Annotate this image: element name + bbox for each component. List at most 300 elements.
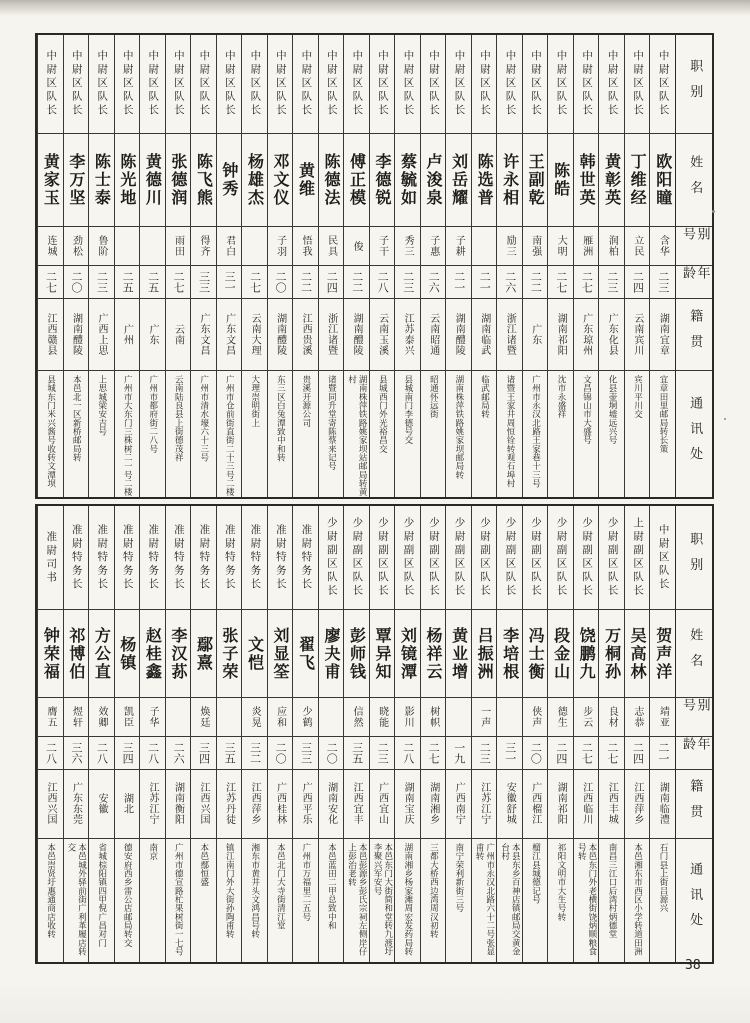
header-rank-label: 职别: [687, 58, 703, 110]
header-address-label: 通讯处: [687, 862, 703, 939]
person-alias-text: 影川: [402, 706, 414, 728]
person-name: [191, 610, 216, 698]
person-rank-text: 中尉区队长: [325, 50, 338, 118]
person-rank: [64, 35, 89, 134]
person-alias: [650, 227, 675, 266]
person-name-text: 陈光地: [117, 153, 137, 207]
person-age-text: 二二: [350, 271, 364, 293]
person-address: [242, 839, 267, 962]
person-age: [344, 266, 369, 299]
person-column: [624, 506, 650, 962]
person-address-text: 沈市永盛祥: [555, 375, 566, 419]
person-rank: [497, 506, 522, 610]
person-alias-text: 煜轩: [70, 706, 82, 728]
person-native-text: 广东琼州: [580, 312, 592, 357]
person-rank: [268, 35, 293, 134]
person-alias: [370, 227, 395, 266]
person-alias-text: 立民: [631, 235, 643, 257]
person-address-text: 县城南门李德号交: [402, 375, 413, 445]
person-alias: [523, 227, 548, 266]
person-name: [446, 610, 471, 698]
person-column: [445, 35, 471, 497]
person-native-text: 广西南宁: [453, 782, 465, 826]
person-name: [217, 134, 242, 227]
person-rank: [38, 35, 63, 134]
person-native: [89, 770, 114, 839]
person-address-text: 文昌锦山市大盛号: [581, 375, 592, 445]
person-column: [394, 35, 420, 497]
person-rank-text: 少尉副区队长: [581, 517, 594, 598]
person-rank-text: 中尉区队长: [479, 50, 491, 118]
person-name-text: 冯士衡: [526, 626, 546, 681]
person-native-text: 江西宜丰: [351, 782, 363, 826]
person-column: [649, 506, 675, 962]
person-age-text: 二三: [478, 742, 492, 764]
person-alias: [293, 698, 318, 737]
person-rank-text: 中尉区队长: [223, 50, 236, 118]
person-name: [319, 610, 344, 698]
person-column: [522, 35, 548, 497]
person-rank-text: 少尉副区队长: [555, 517, 568, 598]
person-age-text: 二六: [172, 742, 186, 764]
person-alias-text: 晓能: [376, 706, 388, 728]
person-native: [38, 770, 63, 839]
person-age: [293, 737, 318, 770]
person-age-text: 二二: [299, 271, 313, 293]
person-address-text: 本邑东门大街简和堂转九渡圩李聚兴军安号: [372, 843, 393, 956]
person-name-text: 张德润: [168, 153, 188, 207]
person-native: [599, 299, 624, 371]
person-rank-text: 准尉特务长: [198, 523, 211, 592]
person-name-text: 钟秀: [219, 162, 239, 198]
person-address-text: 祁阳文明市大生号转: [555, 843, 566, 922]
person-address-text: 本邑北门大寺街清江堂: [275, 843, 286, 930]
person-name-text: 杨雄杰: [245, 153, 265, 207]
person-rank: [140, 506, 165, 610]
column-header-rank: [676, 35, 712, 134]
person-rank: [421, 35, 446, 134]
person-age: [166, 737, 191, 770]
person-name: [166, 610, 191, 698]
person-alias: [38, 227, 63, 266]
person-age-text: 二八: [44, 742, 58, 764]
person-rank-text: 少尉副区队长: [606, 517, 619, 598]
person-native: [599, 770, 624, 839]
person-address-text: 诸暨同升堂寄陈蔡来记号: [326, 375, 337, 471]
person-address: [38, 371, 63, 497]
person-column: [573, 506, 599, 962]
person-native: [242, 770, 267, 839]
person-name-text: 覃异知: [373, 626, 393, 681]
person-alias: [140, 698, 165, 737]
person-address-text: 东三区白兔潭致中和转: [275, 375, 286, 462]
person-name-text: 黄彰英: [602, 153, 622, 207]
person-native-text: 湖南临武: [478, 312, 490, 357]
person-name-text: 刘岳耀: [449, 153, 469, 207]
person-address-text: 本邑城外驿前街广利革履店转交: [65, 843, 87, 956]
person-column: [292, 35, 318, 497]
person-address-text: 湖南湘乡杨家滩周宏发药局转: [402, 843, 413, 956]
person-name: [650, 134, 675, 227]
person-age-text: 二四: [554, 742, 568, 764]
person-age: [650, 737, 675, 770]
person-native-text: 广东东莞: [70, 782, 82, 826]
person-address-text: 广州市大东门三株树二一号二楼: [122, 375, 133, 497]
person-address: [319, 371, 344, 497]
person-rank: [574, 35, 599, 134]
person-column: [63, 506, 89, 962]
person-name-text: 翟飞: [296, 635, 316, 672]
person-address-text: 云南陆良县上街德茂祥: [173, 375, 184, 462]
person-column: [573, 35, 599, 497]
person-native: [217, 299, 242, 371]
person-age-text: 三一: [223, 271, 237, 293]
person-name: [370, 134, 395, 227]
person-column: [343, 506, 369, 962]
person-address-text: 宜章田里邮局转长策: [658, 375, 669, 454]
person-age: [319, 266, 344, 299]
person-rank: [574, 506, 599, 610]
person-alias: [370, 698, 395, 737]
person-address-text: 大理崇明街上: [249, 375, 260, 428]
person-name: [472, 134, 497, 227]
person-age: [242, 266, 267, 299]
person-address-text: 化县壶垌墟远兴号: [607, 375, 618, 445]
person-alias: [140, 227, 165, 266]
person-alias: [319, 698, 344, 737]
person-alias: [574, 698, 599, 737]
person-age-text: 二〇: [70, 271, 84, 293]
person-address-text: 县城东门米兴酱号收转文潭坝: [45, 375, 56, 488]
person-name-text: 卢浚泉: [424, 153, 444, 207]
person-name: [293, 610, 318, 698]
person-age: [548, 737, 573, 770]
person-rank-text: 准尉特务长: [300, 523, 313, 592]
person-address: [89, 371, 114, 497]
person-rank: [166, 35, 191, 134]
person-alias: [217, 227, 242, 266]
person-age: [89, 266, 114, 299]
person-age: [650, 266, 675, 299]
person-name-text: 吕振洲: [475, 626, 495, 681]
person-rank-text: 少尉副区队长: [325, 517, 338, 598]
person-age-text: 二五: [146, 271, 160, 293]
person-name: [548, 134, 573, 227]
person-alias: [191, 698, 216, 737]
person-alias-text: 秀三: [402, 235, 414, 257]
person-rank-text: 少尉副区队长: [479, 517, 491, 598]
person-alias-text: 凯臣: [121, 706, 133, 728]
person-rank-text: 准尉司书: [45, 530, 58, 585]
person-address: [421, 839, 446, 962]
person-rank-text: 中尉区队长: [45, 50, 58, 118]
person-age-text: 二〇: [325, 742, 339, 764]
person-rank-text: 少尉副区队长: [504, 517, 517, 598]
person-native-text: 江苏江宁: [478, 782, 490, 826]
table-header-column: [675, 506, 712, 962]
person-alias: [166, 698, 191, 737]
person-alias: [472, 698, 497, 737]
person-age-text: 一九: [452, 742, 466, 764]
person-column: [420, 506, 446, 962]
person-address-text: 广州市永汉北路王家巷十三号: [530, 375, 541, 488]
person-address: [548, 371, 573, 497]
person-rank-text: 少尉副区队长: [427, 517, 440, 598]
person-age-text: 三三: [299, 742, 313, 764]
person-name-text: 吴高林: [628, 626, 648, 681]
person-rank: [625, 35, 650, 134]
person-age-text: 二七: [427, 742, 441, 764]
person-native-text: 江西兴国: [44, 782, 56, 826]
person-alias-text: 君白: [223, 235, 235, 257]
person-alias: [548, 227, 573, 266]
scan-speck: [724, 418, 726, 420]
person-native-text: 浙江诸暨: [504, 312, 516, 357]
person-native: [344, 770, 369, 839]
person-name: [191, 134, 216, 227]
person-age: [293, 266, 318, 299]
person-name-text: 杨祥云: [424, 626, 444, 681]
person-native-text: 浙江诸暨: [325, 312, 337, 357]
person-column: [190, 506, 216, 962]
person-age-text: 二〇: [274, 742, 288, 764]
person-native-text: 安徽: [95, 793, 107, 815]
person-alias-text: 雨田: [172, 235, 184, 257]
person-age-text: 二三: [95, 271, 109, 293]
person-native-text: 云南: [172, 323, 184, 346]
person-rank: [140, 35, 165, 134]
person-age-text: 二七: [172, 271, 186, 293]
person-name-text: 黄德川: [143, 153, 163, 207]
person-name-text: 杨镇: [117, 635, 137, 672]
person-alias-text: 子羽: [274, 235, 286, 257]
person-column: [547, 35, 573, 497]
person-native-text: 云南大理: [249, 312, 261, 357]
person-name: [344, 134, 369, 227]
person-rank: [64, 506, 89, 610]
person-name: [523, 610, 548, 698]
person-rank-text: 少尉副区队长: [351, 517, 364, 598]
person-name-text: 黄维: [296, 162, 316, 198]
person-address: [166, 371, 191, 497]
header-age-label: 年龄: [680, 266, 710, 292]
person-alias: [268, 227, 293, 266]
person-name: [395, 610, 420, 698]
person-native-text: 广西宜山: [376, 782, 388, 826]
person-rank: [497, 35, 522, 134]
person-address: [89, 839, 114, 962]
person-column: [63, 35, 89, 497]
person-address: [217, 371, 242, 497]
person-address-text: 县城西门外光裕昌交: [377, 375, 388, 454]
person-native-text: 湖南湘乡: [427, 782, 439, 826]
person-native: [395, 770, 420, 839]
person-native: [421, 299, 446, 371]
person-native: [166, 770, 191, 839]
person-name: [497, 610, 522, 698]
person-age: [574, 266, 599, 299]
person-column: [267, 506, 293, 962]
person-rank: [89, 506, 114, 610]
officer-table-bottom: [35, 504, 714, 964]
person-name-text: 韩世英: [577, 153, 597, 207]
person-name-text: 万桐孙: [602, 626, 622, 681]
person-rank-text: 中尉区队长: [172, 50, 185, 118]
person-rank-text: 中尉区队长: [249, 50, 262, 118]
person-native-text: 湖南衡阳: [172, 782, 184, 826]
person-native-text: 安徽舒城: [504, 782, 516, 826]
person-rank: [395, 35, 420, 134]
person-rank-text: 少尉副区队长: [376, 517, 389, 598]
person-native: [115, 770, 140, 839]
person-age: [472, 266, 497, 299]
person-address: [472, 371, 497, 497]
person-native-text: 湖南醴陵: [70, 312, 82, 357]
person-age-text: 二八: [401, 742, 415, 764]
person-address-text: 湖南株萍铁路姚家坝站邮局转黄村: [346, 375, 368, 497]
person-address: [650, 839, 675, 962]
person-native-text: 云南昭通: [427, 312, 439, 357]
person-name-text: 陈皓: [551, 162, 571, 198]
person-native: [523, 770, 548, 839]
person-rank-text: 少尉副区队长: [453, 517, 466, 598]
person-alias: [217, 698, 242, 737]
person-age: [421, 737, 446, 770]
person-name: [268, 134, 293, 227]
person-native-text: 云南玉溪: [376, 312, 388, 357]
person-address: [395, 371, 420, 497]
person-column: [445, 506, 471, 962]
person-column: [139, 506, 165, 962]
person-age-text: 二三: [605, 271, 619, 293]
person-address: [140, 839, 165, 962]
person-rank-text: 中尉区队长: [147, 50, 160, 118]
person-address-text: 榴江县城德记号: [530, 843, 541, 904]
person-name-text: 许永相: [500, 153, 520, 207]
person-name: [344, 610, 369, 698]
person-native-text: 湖南醴陵: [274, 312, 286, 357]
person-name: [599, 610, 624, 698]
person-address-text: 湘东市黄井头文鸿昌号转: [249, 843, 260, 939]
person-address-text: 广州市永汉北路六十二号张显甫转: [474, 843, 495, 956]
person-age: [472, 737, 497, 770]
person-age: [497, 266, 522, 299]
header-age-label: 年龄: [680, 737, 710, 763]
person-alias: [242, 227, 267, 266]
person-native: [548, 299, 573, 371]
person-native: [574, 299, 599, 371]
person-alias-text: 膺五: [44, 706, 56, 728]
officer-table-top: [35, 33, 714, 499]
person-address: [599, 839, 624, 962]
column-header-alias: [676, 227, 712, 266]
person-name: [472, 610, 497, 698]
person-address: [370, 839, 395, 962]
person-age: [599, 266, 624, 299]
person-name: [395, 134, 420, 227]
person-native: [625, 770, 650, 839]
person-alias: [268, 698, 293, 737]
person-name: [89, 610, 114, 698]
person-native: [89, 299, 114, 371]
person-name: [64, 134, 89, 227]
person-age: [217, 266, 242, 299]
person-address: [446, 839, 471, 962]
person-rank-text: 少尉副区队长: [402, 517, 415, 598]
person-address: [268, 839, 293, 962]
person-age-text: 二七: [248, 271, 262, 293]
person-alias-text: 树帜: [427, 706, 439, 728]
person-rank-text: 中尉区队长: [427, 50, 440, 118]
person-alias-text: 得齐: [198, 235, 210, 257]
person-address: [421, 371, 446, 497]
person-alias: [650, 698, 675, 737]
person-rank: [523, 506, 548, 610]
person-age-text: 二〇: [274, 271, 288, 293]
person-age: [625, 737, 650, 770]
person-name: [574, 610, 599, 698]
person-name-text: 方公直: [92, 626, 112, 681]
person-rank: [217, 35, 242, 134]
person-native-text: 湖南祁阳: [555, 782, 567, 826]
person-native-text: 湖南醴陵: [351, 312, 363, 357]
person-address-text: 湖南株萍铁路姚家坝邮局转: [453, 375, 464, 480]
person-name: [38, 610, 63, 698]
person-rank: [599, 506, 624, 610]
person-rank: [191, 35, 216, 134]
person-alias: [166, 227, 191, 266]
person-name: [523, 134, 548, 227]
person-age-text: 二八: [376, 271, 390, 293]
person-age: [344, 737, 369, 770]
person-address: [166, 839, 191, 962]
person-alias: [115, 698, 140, 737]
person-native-text: 江西兴国: [198, 782, 210, 826]
person-address: [650, 371, 675, 497]
person-age-text: 三三: [197, 271, 211, 293]
person-rank: [472, 35, 497, 134]
person-address-text: 广州市都府街二八号: [147, 375, 158, 454]
person-address-text: 石门县上街吕源兴: [658, 843, 669, 913]
person-native-text: 江西丰城: [606, 782, 618, 826]
person-address: [242, 371, 267, 497]
person-rank: [293, 35, 318, 134]
person-name-text: 刘显筌: [270, 626, 290, 681]
person-age: [497, 737, 522, 770]
person-name-text: 王副乾: [526, 153, 546, 207]
person-column: [267, 35, 293, 497]
person-age-text: 二七: [605, 742, 619, 764]
person-name: [268, 610, 293, 698]
person-native-text: 江苏丹徒: [223, 782, 235, 826]
person-rank-text: 准尉特务长: [223, 523, 236, 592]
person-age: [64, 266, 89, 299]
person-name: [446, 134, 471, 227]
person-address: [446, 371, 471, 497]
person-column: [318, 35, 344, 497]
person-address-text: 本邑湘东市西区小学转道田洲: [632, 843, 643, 956]
person-rank-text: 中尉区队长: [351, 50, 364, 118]
person-address: [574, 371, 599, 497]
person-native: [650, 299, 675, 371]
person-name: [625, 610, 650, 698]
person-age: [242, 737, 267, 770]
person-alias: [344, 698, 369, 737]
person-rank: [548, 506, 573, 610]
person-address-text: 广州市清水壕六十三号: [198, 375, 209, 462]
person-native: [395, 299, 420, 371]
person-name: [370, 610, 395, 698]
